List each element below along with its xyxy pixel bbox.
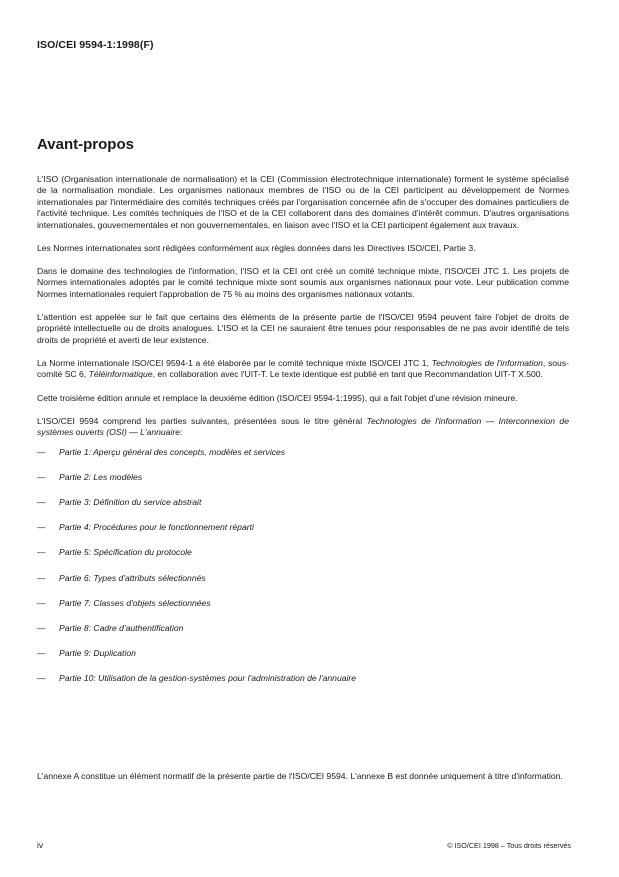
elaboration-text-e: , en collaboration avec l'UIT-T. Le texte identique est publié en tant que Recommandation UIT-T X.500. bbox=[152, 369, 543, 380]
elaboration-text-a: La Norme internationale ISO/CEI 9594-1 a été élaborée par le comité technique mixte ISO/CEI JTC 1, bbox=[37, 358, 432, 369]
list-item bbox=[37, 673, 569, 698]
elaboration-text-c: , sous-comité SC 6, bbox=[37, 358, 569, 380]
foreword-body bbox=[37, 174, 569, 699]
page-number: iv bbox=[37, 840, 44, 850]
parts-intro-text-c: : bbox=[180, 427, 183, 438]
part-title: Partie 7: Classes d'objets sélectionnées bbox=[59, 597, 211, 608]
list-item bbox=[37, 623, 569, 648]
part-title: Partie 5: Spécification du protocole bbox=[59, 547, 192, 558]
paragraph-iso-cei-intro: L'ISO (Organisation internationale de normalisation) et la CEI (Commission électrotechnique internationale) forment le système spécialisé de la normalisation mondiale. Les organismes nationaux membres de l'ISO ou de la CEI participent au développement de Normes internationales par l'intermédiaire des comités techniques créés par l'organisation concernée afin de s'occuper des domaines particuliers de l'activité technique. Les comités techniques de l'ISO et de la CEI collaborent dans des domaines d'intérêt commun. D'autres organisations internationales, gouvernementales et non gouvernementales, en liaison avec l'ISO et la CEI participent également aux travaux. bbox=[37, 174, 569, 230]
list-item bbox=[37, 447, 569, 472]
annex-note: L'annexe A constitue un élément normatif de la présente partie de l'ISO/CEI 9594. L'annexe B est donnée uniquement à titre d'information. bbox=[37, 771, 563, 781]
dash-bullet: — bbox=[37, 572, 46, 583]
part-title: Partie 6: Types d'attributs sélectionnés bbox=[59, 572, 206, 583]
dash-bullet: — bbox=[37, 623, 46, 633]
list-item bbox=[37, 497, 569, 522]
part-title: Partie 2: Les modèles bbox=[59, 471, 143, 482]
dash-bullet: — bbox=[37, 597, 46, 608]
paragraph-elaboration bbox=[37, 358, 569, 381]
copyright-notice: © ISO/CEI 1998 – Tous droits réservés bbox=[447, 841, 571, 850]
paragraph-edition: Cette troisième édition annule et remplace la deuxième édition (ISO/CEI 9594-1:1995), qui a fait l'objet d'une révision mineure. bbox=[37, 392, 518, 403]
list-item bbox=[37, 648, 569, 673]
paragraph-parts-intro bbox=[37, 416, 569, 439]
elaboration-committee-title: Technologies de l'information bbox=[431, 358, 543, 369]
list-item bbox=[37, 547, 569, 572]
dash-bullet: — bbox=[37, 648, 46, 659]
dash-bullet: — bbox=[37, 673, 46, 684]
part-title: Partie 8: Cadre d'authentification bbox=[59, 623, 184, 633]
dash-bullet: — bbox=[37, 497, 46, 508]
parts-intro-text-a: L'ISO/CEI 9594 comprend les parties suivantes, présentées sous le titre général bbox=[37, 415, 367, 426]
part-title: Partie 10: Utilisation de la gestion-systèmes pour l'administration de l'annuaire bbox=[59, 673, 357, 684]
elaboration-subcommittee-title: Téléinformatique bbox=[88, 369, 153, 380]
dash-bullet: — bbox=[37, 446, 46, 457]
parts-general-title: Technologies de l'information — Interconnexion de systèmes ouverts (OSI) — L'annuaire bbox=[37, 415, 569, 438]
list-item bbox=[37, 472, 569, 497]
list-item bbox=[37, 522, 569, 547]
dash-bullet: — bbox=[37, 522, 46, 533]
part-title: Partie 4: Procédures pour le fonctionnement réparti bbox=[59, 522, 254, 533]
list-item bbox=[37, 573, 569, 598]
paragraph-jtc1: Dans le domaine des technologies de l'information, l'ISO et la CEI ont créé un comité technique mixte, l'ISO/CEI JTC 1. Les projets de Normes internationales adoptés par le comité technique mixte sont soumis aux organismes nationaux pour vote. Leur publication comme Normes internationales requiert l'approbation de 75 % au moins des organismes nationaux votants. bbox=[37, 266, 569, 299]
dash-bullet: — bbox=[37, 547, 46, 558]
paragraph-patent-rights: L'attention est appelée sur le fait que certains des éléments de la présente partie de l'ISO/CEI 9594 peuvent faire l'objet de droits de propriété intellectuelle ou de droits analogues. L'ISO et la CEI ne sauraient être tenues pour responsables de ne pas avoir identifié de tels droits de propriété et averti de leur existence. bbox=[37, 312, 569, 345]
paragraph-directives: Les Normes internationales sont rédigées conformément aux règles données dans les Directives ISO/CEI, Partie 3. bbox=[37, 242, 476, 253]
part-title: Partie 3: Définition du service abstrait bbox=[59, 497, 202, 508]
parts-list bbox=[37, 447, 569, 699]
section-title: Avant-propos bbox=[37, 136, 134, 153]
part-title: Partie 1: Aperçu général des concepts, modèles et services bbox=[59, 446, 286, 457]
dash-bullet: — bbox=[37, 471, 46, 482]
document-identifier: ISO/CEI 9594-1:1998(F) bbox=[37, 39, 154, 51]
part-title: Partie 9: Duplication bbox=[59, 648, 136, 659]
list-item bbox=[37, 598, 569, 623]
